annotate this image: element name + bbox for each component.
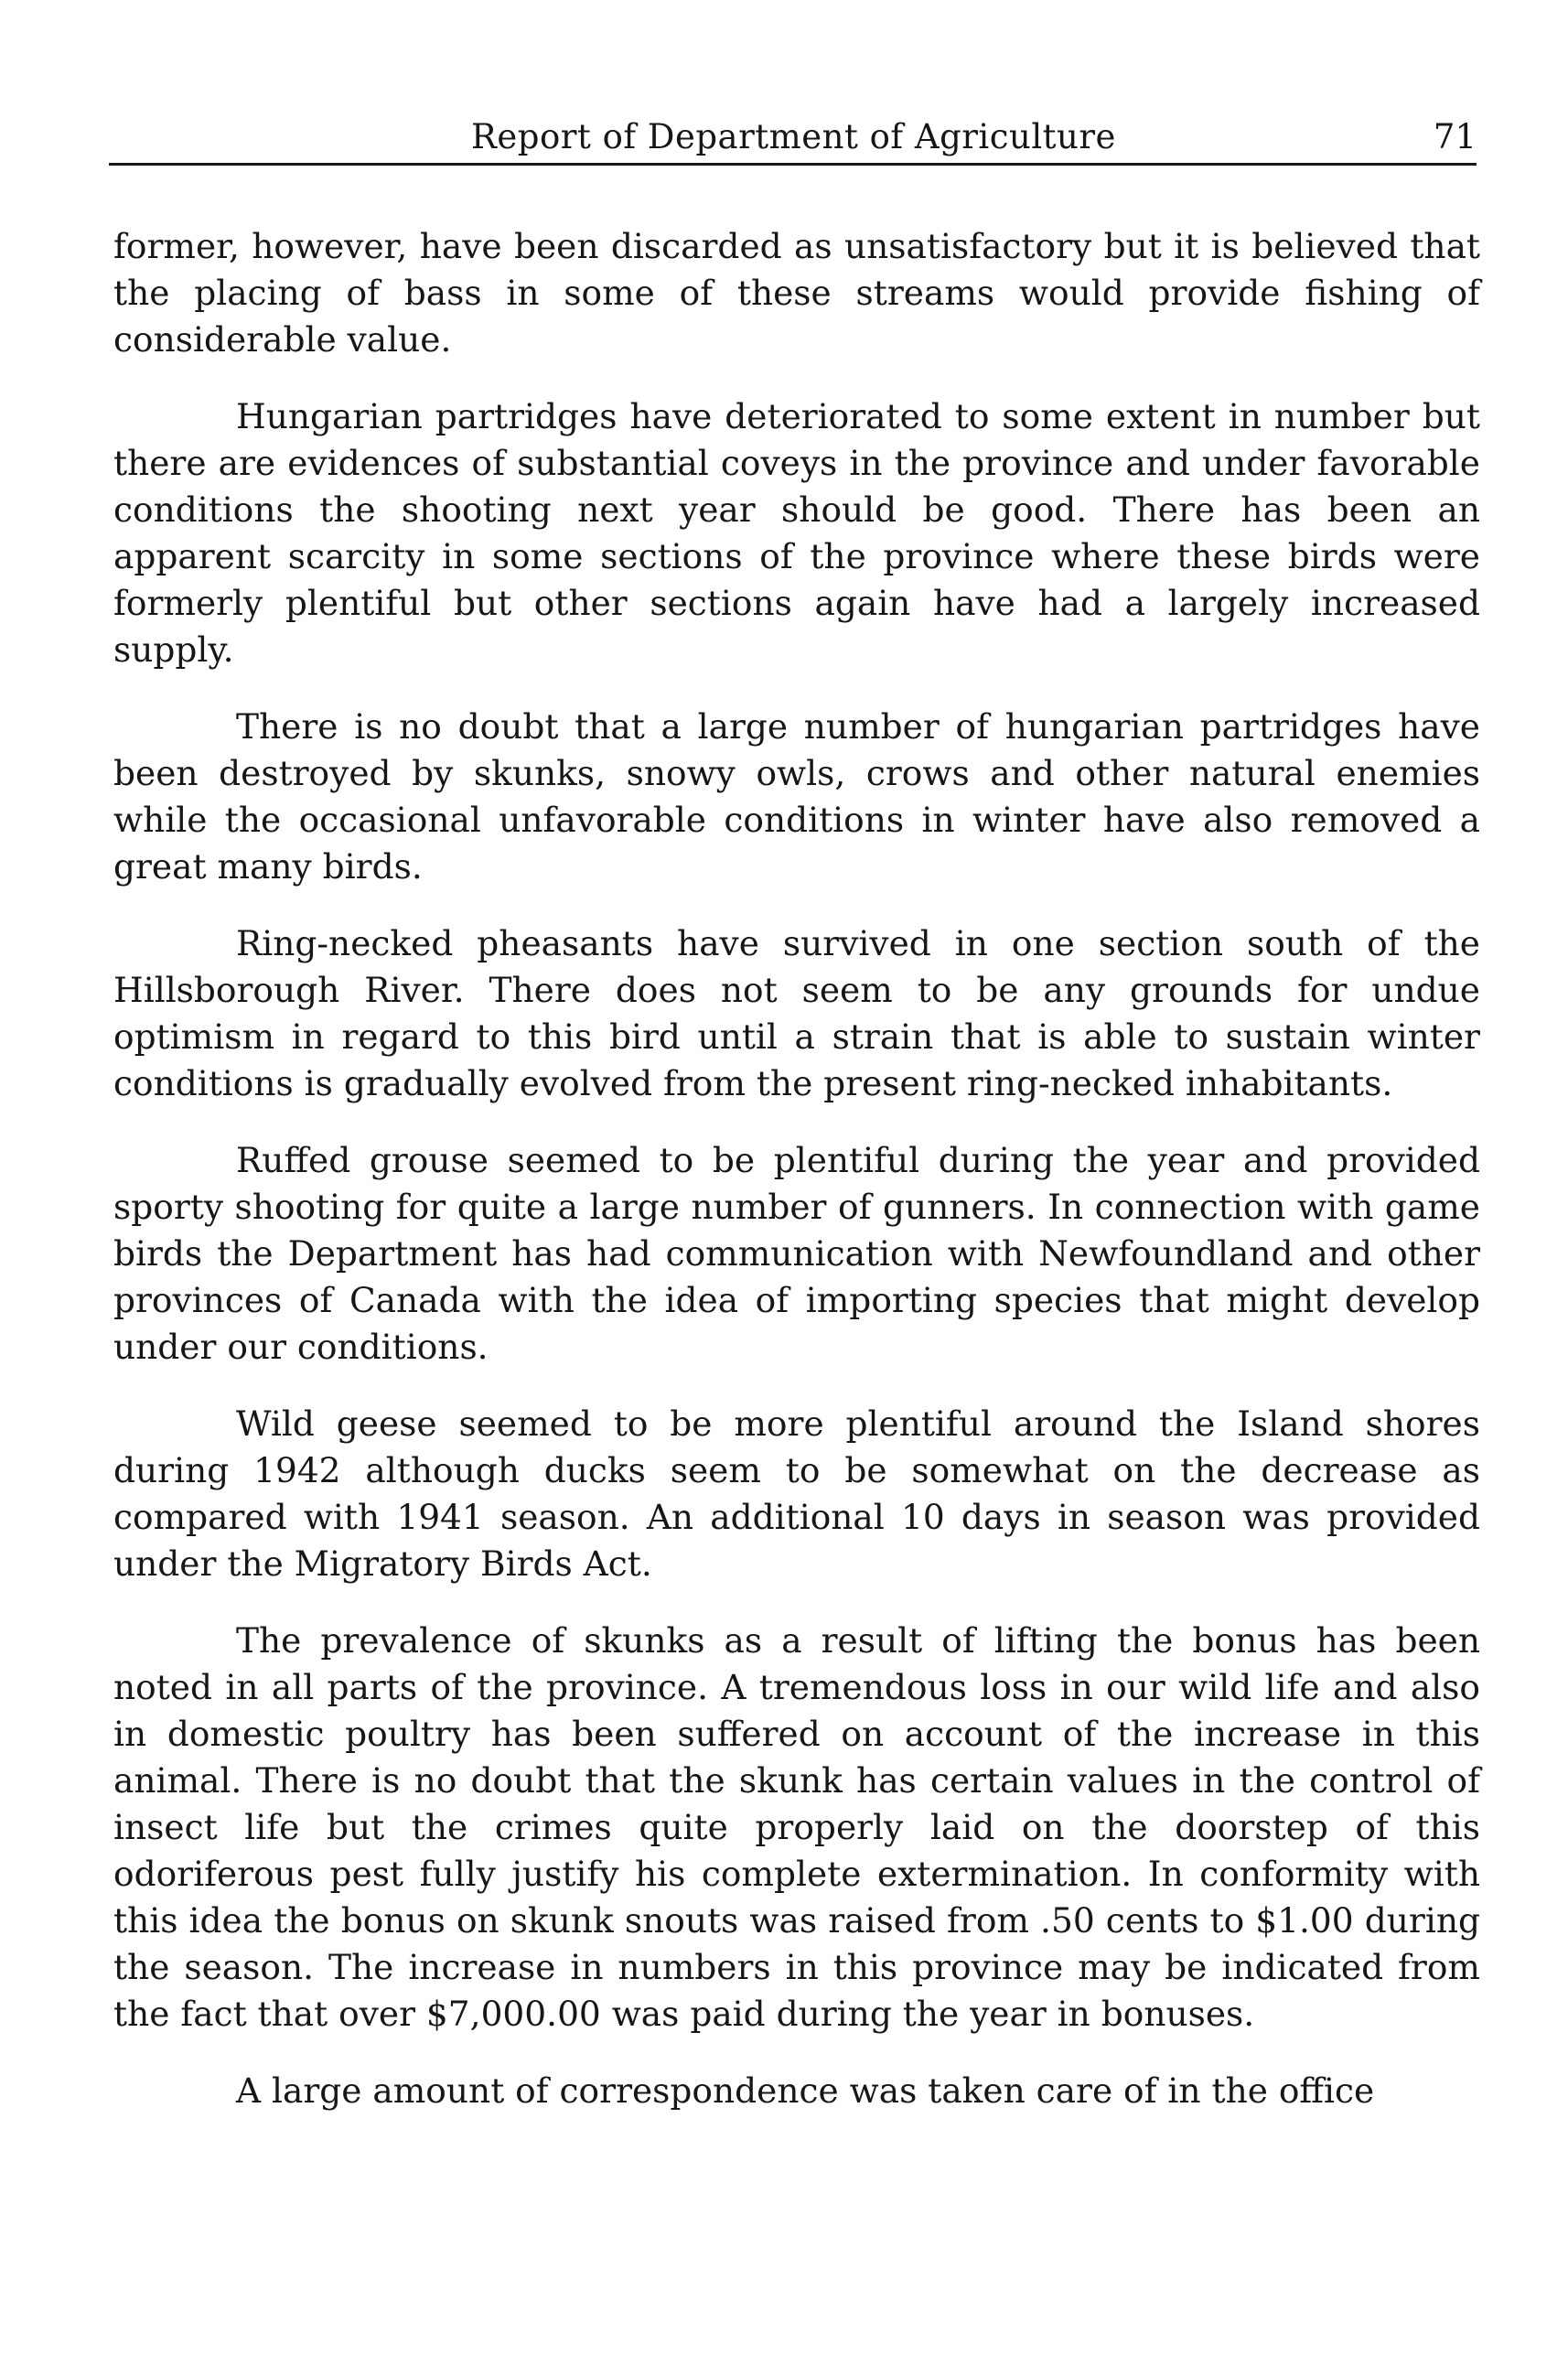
paragraph-skunks: The prevalence of skunks as a result of lifting the bonus has been noted in all parts of the province. A tremendous loss in our wild life and also in domestic poultry has been suffered on account of the increase in this animal. There is no doubt that the skunk has certain values in the control of insect life but the crimes quite properly laid on the doorstep of this odoriferous pest fully justify his complete extermination. In conformity with this idea the bonus on skunk snouts was raised from .50 cents to $1.00 during the season. The increase in numbers in this province may be indicated from the fact that over $7,000.00 was paid during the year in bonuses. — [113, 1620, 1480, 2034]
paragraph-continuation: former, however, have been discarded as unsatisfactory but it is believed that the placing of bass in some of these streams would provide fishing of considerable value. — [113, 226, 1480, 360]
paragraph-correspondence: A large amount of correspondence was taken care of in the office — [236, 2070, 1375, 2111]
body-text — [113, 223, 1480, 2114]
page-number: 71 — [1433, 117, 1477, 156]
paragraph-ring-necked-pheasants: Ring-necked pheasants have survived in one section south of the Hillsborough River. There does not seem to be any grounds for undue optimism in regard to this bird until a strain that is able to sustain winter conditions is gradually evolved from the present ring-necked inhabitants. — [113, 923, 1480, 1103]
header-rule — [109, 163, 1477, 166]
paragraph-ruffed-grouse: Ruffed grouse seemed to be plentiful during the year and provided sporty shooting for quite a large number of gunners. In connection with game birds the Department has had communication with Newfoundland and other provinces of Canada with the idea of importing species that might develop under our conditions. — [113, 1140, 1480, 1367]
running-header — [111, 113, 1477, 167]
paragraph-natural-enemies: There is no doubt that a large number of hungarian partridges have been destroyed by skunks, snowy owls, crows and other natural enemies while the occasional unfavorable conditions in winter have also removed a great many birds. — [113, 706, 1480, 887]
paragraph-hungarian-partridges: Hungarian partridges have deteriorated to some extent in number but there are evidences of substantial coveys in the province and under favorable conditions the shooting next year should be good. There has been an apparent scarcity in some sections of the province where these birds were formerly plentiful but other sections again have had a largely increased supply. — [113, 396, 1480, 670]
header-title: Report of Department of Agriculture — [471, 117, 1116, 156]
paragraph-wild-geese: Wild geese seemed to be more plentiful around the Island shores during 1942 although ducks seem to be somewhat on the decrease as compared with 1941 season. An additional 10 days in season was provided under the Migratory Birds Act. — [113, 1403, 1480, 1584]
